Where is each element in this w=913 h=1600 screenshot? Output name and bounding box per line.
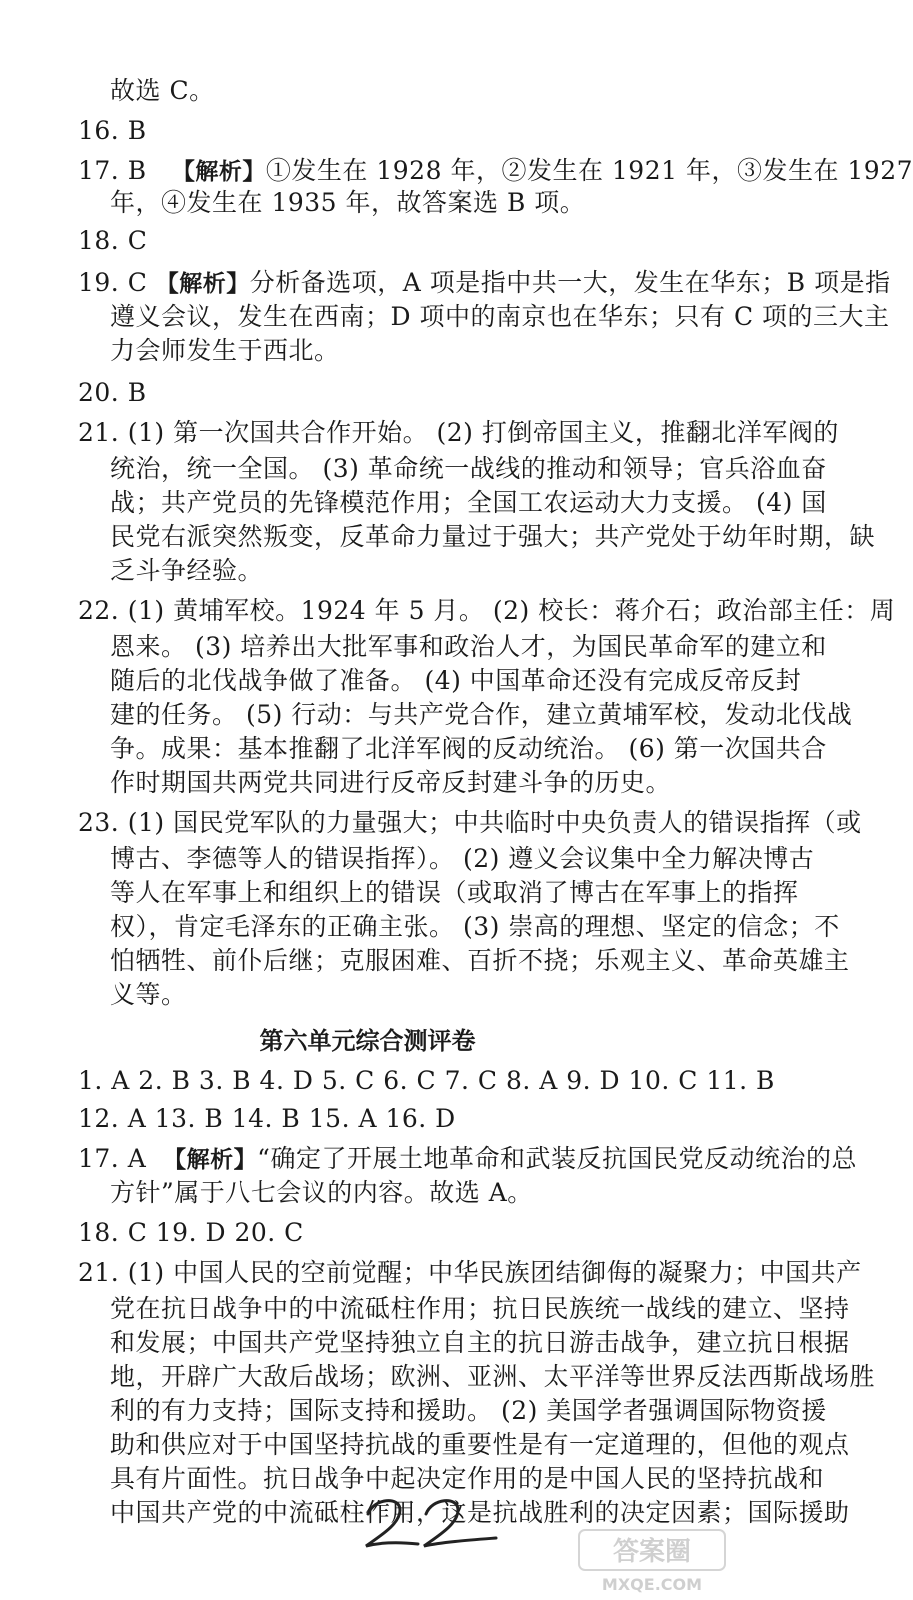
text-line: 建的任务。 (5) 行动：与共产党合作，建立黄埔军校，发动北伐战 xyxy=(110,700,853,729)
answer-key-row: 12. A 13. B 14. B 15. A 16. D xyxy=(78,1104,456,1133)
answer-17 xyxy=(78,156,913,187)
text-line: 统治，统一全国。 (3) 革命统一战线的推动和领导；官兵浴血奋 xyxy=(110,454,827,483)
text-line: 具有片面性。抗日战争中起决定作用的是中国人民的坚持抗战和 xyxy=(110,1464,825,1493)
question-number: 17. A xyxy=(78,1144,147,1173)
answer-18: 18. C xyxy=(78,226,148,255)
section-heading: 第六单元综合测评卷 xyxy=(259,1027,476,1055)
question-number: 19. C xyxy=(78,268,148,297)
watermark-logo xyxy=(577,1528,727,1594)
handwritten-page-number xyxy=(360,1480,500,1560)
text-line: 遵义会议，发生在西南；D 项中的南京也在华东；只有 C 项的三大主 xyxy=(110,302,890,331)
text-line: 地，开辟广大敌后战场；欧洲、亚洲、太平洋等世界反法西斯战场胜 xyxy=(110,1362,876,1391)
answer-21-b: 21. (1) 中国人民的空前觉醒；中华民族团结御侮的凝聚力；中国共产 xyxy=(78,1258,862,1287)
text-line: 力会师发生于西北。 xyxy=(110,336,340,365)
text-line: 方针”属于八七会议的内容。故选 A。 xyxy=(110,1178,533,1207)
question-number: 17. B xyxy=(78,156,147,185)
watermark-url: MXQE.COM xyxy=(601,1575,703,1594)
text-line: 年，④发生在 1935 年，故答案选 B 项。 xyxy=(110,188,586,217)
text-line: 利的有力支持；国际支持和援助。 (2) 美国学者强调国际物资援 xyxy=(110,1396,827,1425)
answer-20: 20. B xyxy=(78,378,147,407)
text-line: 等人在军事上和组织上的错误（或取消了博古在军事上的指挥 xyxy=(110,878,799,907)
answer-16: 16. B xyxy=(78,116,147,145)
text-line: 乏斗争经验。 xyxy=(110,556,264,585)
analysis-text: 分析备选项，A 项是指中共一大，发生在华东；B 项是指 xyxy=(249,268,891,297)
text-line: 故选 C。 xyxy=(110,76,215,105)
text-line: 助和供应对于中国坚持抗战的重要性是有一定道理的，但他的观点 xyxy=(110,1430,850,1459)
answer-17-b xyxy=(78,1144,857,1175)
text-line: 争。成果：基本推翻了北洋军阀的反动统治。 (6) 第一次国共合 xyxy=(110,734,827,763)
text-line: 民党右派突然叛变，反革命力量过于强大；共产党处于幼年时期，缺 xyxy=(110,522,876,551)
watermark-text: 答案圈 xyxy=(612,1537,692,1567)
text-line: 义等。 xyxy=(110,980,187,1009)
text-line: 战；共产党员的先锋模范作用；全国工农运动大力支援。 (4) 国 xyxy=(110,488,827,517)
answer-21: 21. (1) 第一次国共合作开始。 (2) 打倒帝国主义，推翻北洋军阀的 xyxy=(78,418,839,447)
analysis-text: ①发生在 1928 年，②发生在 1921 年，③发生在 1927 xyxy=(265,156,913,185)
text-line: 作时期国共两党共同进行反帝反封建斗争的历史。 xyxy=(110,768,672,797)
answer-key-row: 18. C 19. D 20. C xyxy=(78,1218,304,1247)
answer-19 xyxy=(78,268,891,299)
text-line: 怕牺牲、前仆后继；克服困难、百折不挠；乐观主义、革命英雄主 xyxy=(110,946,850,975)
text-line: 和发展；中国共产党坚持独立自主的抗日游击战争，建立抗日根据 xyxy=(110,1328,850,1357)
text-line: 中国共产党的中流砥柱作用，这是抗战胜利的决定因素；国际援助 xyxy=(110,1498,850,1527)
answer-key-row: 1. A 2. B 3. B 4. D 5. C 6. C 7. C 8. A 9. D 10. C 11. B xyxy=(78,1066,775,1095)
analysis-label: 【解析】 xyxy=(155,271,250,297)
text-line: 党在抗日战争中的中流砥柱作用；抗日民族统一战线的建立、坚持 xyxy=(110,1294,850,1323)
text-line: 恩来。 (3) 培养出大批军事和政治人才，为国民革命军的建立和 xyxy=(110,632,827,661)
analysis-label: 【解析】 xyxy=(163,1147,258,1173)
answer-23: 23. (1) 国民党军队的力量强大；中共临时中央负责人的错误指挥（或 xyxy=(78,808,862,837)
analysis-label: 【解析】 xyxy=(171,159,266,185)
answer-22: 22. (1) 黄埔军校。1924 年 5 月。 (2) 校长：蒋介石；政治部主任：周 xyxy=(78,596,896,625)
text-line: 随后的北伐战争做了准备。 (4) 中国革命还没有完成反帝反封 xyxy=(110,666,802,695)
text-line: 博古、李德等人的错误指挥）。 (2) 遵义会议集中全力解决博古 xyxy=(110,844,815,873)
text-line: 权），肯定毛泽东的正确主张。 (3) 崇高的理想、坚定的信念；不 xyxy=(110,912,840,941)
analysis-text: “确定了开展土地革命和武装反抗国民党反动统治的总 xyxy=(257,1144,857,1173)
